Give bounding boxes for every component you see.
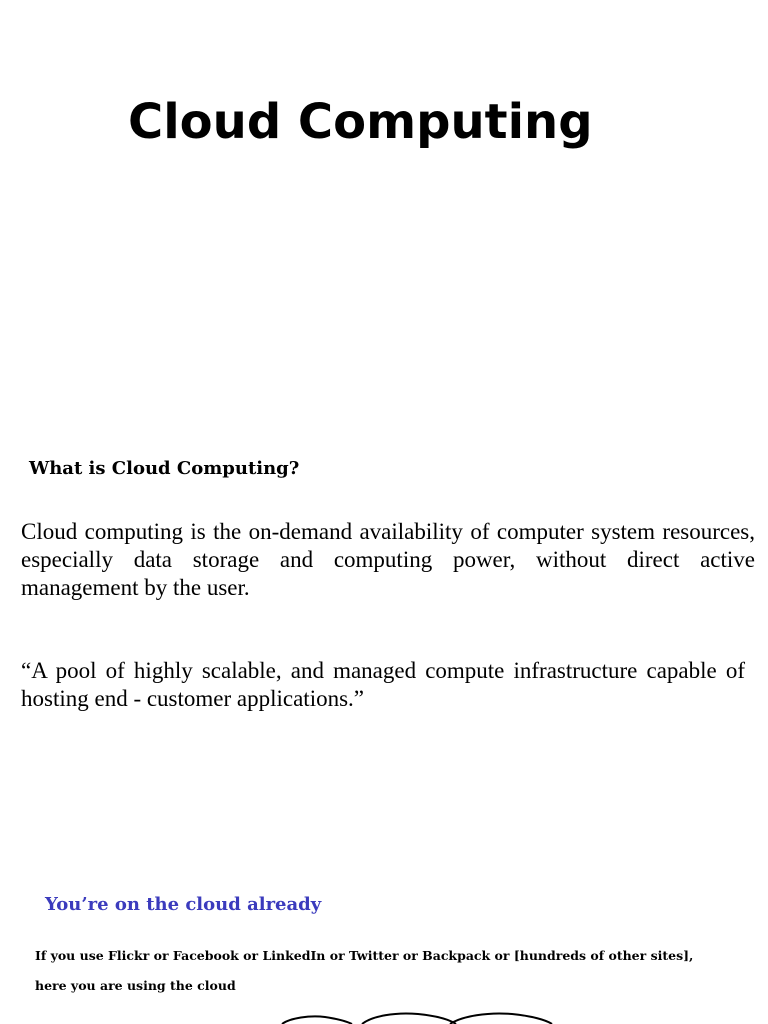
question-heading: What is Cloud Computing? [29,458,300,479]
page-title: Cloud Computing [128,94,593,150]
cloud-outline-icon [0,1008,768,1024]
quote-paragraph: “A pool of highly scalable, and managed compute infrastructure capable of hosting end - customer applications.” [21,658,745,711]
definition-paragraph: Cloud computing is the on-demand availability of computer system resources, especially data storage and computing power, without direct active management by the user. [21,519,755,600]
sub-heading: You’re on the cloud already [45,894,322,915]
usage-text-line-1: If you use Flickr or Facebook or LinkedIn or Twitter or Backpack or [hundreds of other sites], [35,948,694,963]
usage-text-line-2: here you are using the cloud [35,978,236,993]
